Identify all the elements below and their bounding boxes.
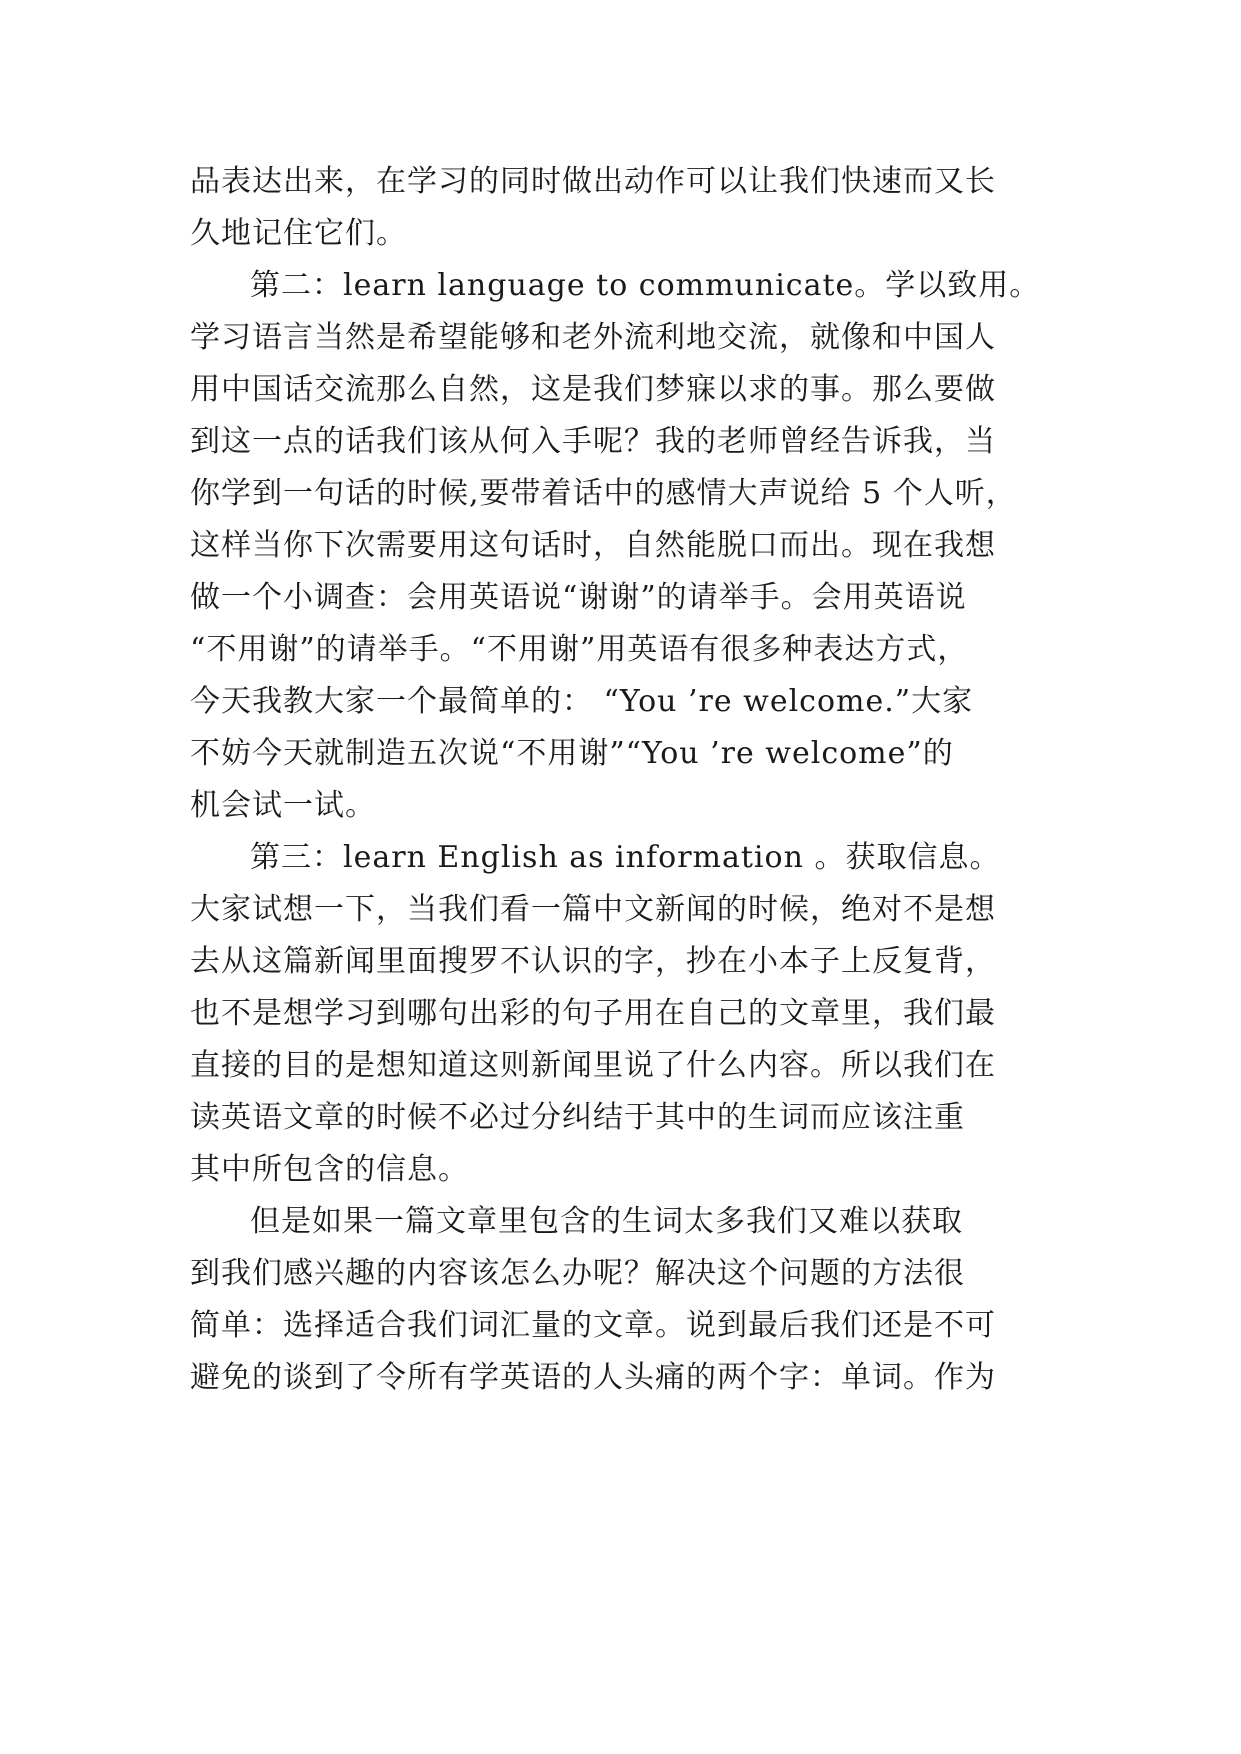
text-line: 第三：learn English as information 。获取信息。 [250,840,1001,875]
text-line: 读英语文章的时候不必过分纠结于其中的生词而应该注重 [190,1100,965,1135]
text-line: 到我们感兴趣的内容该怎么办呢？解决这个问题的方法很 [190,1256,965,1291]
text-line: 避免的谈到了令所有学英语的人头痛的两个字：单词。作为 [190,1360,996,1395]
text-line: 品表达出来，在学习的同时做出动作可以让我们快速而又长 [190,164,996,199]
text-line: 久地记住它们。 [190,216,407,251]
text-line: 第二：learn language to communicate。学以致用。 [250,268,1041,303]
text-line: 你学到一句话的时候,要带着话中的感情大声说给 5 个人听， [190,476,1017,511]
text-line: 机会试一试。 [190,788,376,823]
text-line: “不用谢”的请举手。“不用谢”用英语有很多种表达方式， [190,632,969,667]
text-line: 学习语言当然是希望能够和老外流利地交流，就像和中国人 [190,320,996,355]
text-line: 这样当你下次需要用这句话时，自然能脱口而出。现在我想 [190,528,996,563]
text-line: 做一个小调查：会用英语说“谢谢”的请举手。会用英语说 [190,580,967,615]
text-line: 其中所包含的信息。 [190,1152,469,1187]
text-line: 大家试想一下，当我们看一篇中文新闻的时候，绝对不是想 [190,892,996,927]
text-line: 今天我教大家一个最简单的： “You ’re welcome.”大家 [190,684,974,719]
text-line: 用中国话交流那么自然，这是我们梦寐以求的事。那么要做 [190,372,996,407]
text-line: 去从这篇新闻里面搜罗不认识的字，抄在小本子上反复背， [190,944,996,979]
text-line: 到这一点的话我们该从何入手呢？我的老师曾经告诉我，当 [190,424,996,459]
text-line: 但是如果一篇文章里包含的生词太多我们又难以获取 [250,1204,963,1239]
text-line: 也不是想学习到哪句出彩的句子用在自己的文章里，我们最 [190,996,996,1031]
text-line: 简单：选择适合我们词汇量的文章。说到最后我们还是不可 [190,1308,996,1343]
text-line: 不妨今天就制造五次说“不用谢”“You ’re welcome”的 [190,736,954,771]
text-line: 直接的目的是想知道这则新闻里说了什么内容。所以我们在 [190,1048,996,1083]
